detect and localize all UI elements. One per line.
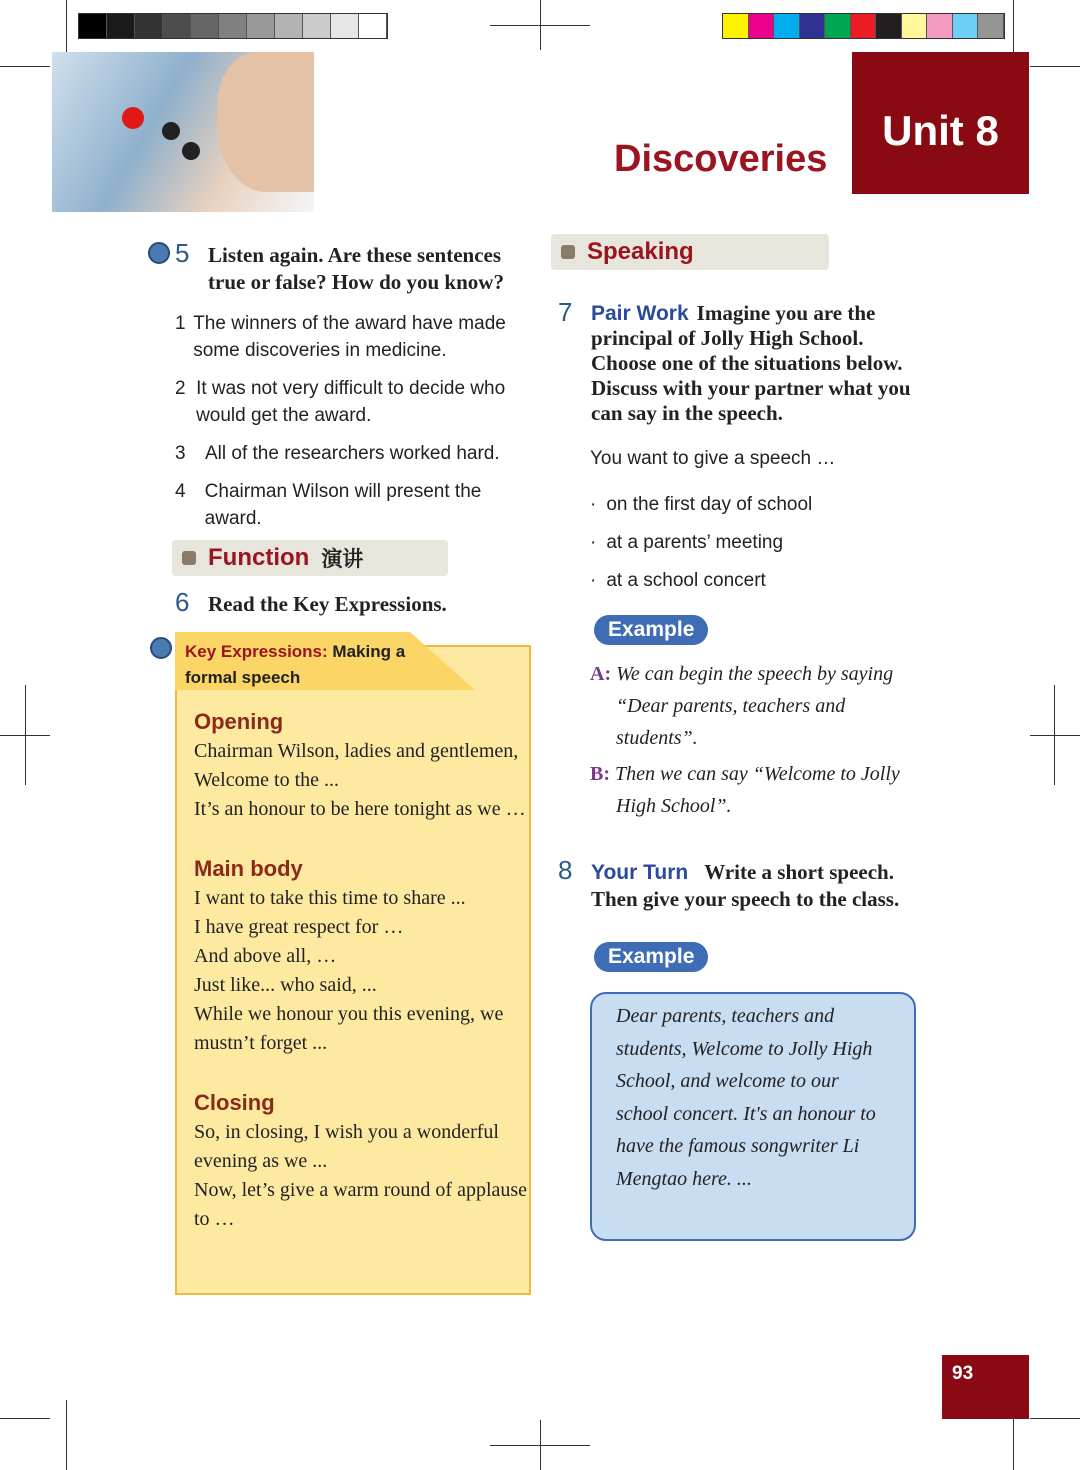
registration-mark [490, 25, 590, 26]
gray-swatch [275, 14, 303, 38]
exercise-instruction: Imagine you are the principal of Jolly High School. Choose one of the situations below. Discuss with your partner what you can say in the speech. [591, 301, 911, 425]
crop-mark [0, 66, 50, 67]
speaker-b-text: Then we can say “Welcome to Jolly High School”. [615, 763, 900, 817]
gray-swatch [247, 14, 275, 38]
example-badge: Example [594, 942, 708, 972]
crop-mark [66, 1400, 67, 1470]
molecule-atom [162, 122, 180, 140]
key-section [194, 707, 529, 824]
section-heading: Opening [194, 709, 284, 734]
statement-text: All of the researchers worked hard. [205, 443, 500, 464]
gray-swatch [135, 14, 163, 38]
expression-line: So, in closing, I wish you a wonderful evening as we ... [194, 1121, 499, 1172]
color-swatch [851, 14, 877, 38]
expression-line: Now, let’s give a warm round of applause to … [194, 1179, 528, 1230]
color-swatch [953, 14, 979, 38]
audio-cd-icon[interactable] [150, 637, 172, 659]
expression-line: I have great respect for … [194, 916, 404, 938]
situation-item [590, 486, 812, 524]
gray-swatch [191, 14, 219, 38]
exercise-number: 7 [558, 297, 573, 327]
function-band [172, 540, 448, 576]
expression-line: And above all, … [194, 945, 337, 967]
grayscale-bar [78, 13, 388, 39]
statement-item [175, 440, 540, 467]
speaker-a-label: A: [590, 663, 612, 685]
registration-mark [490, 1445, 590, 1446]
section-label: Speaking [587, 238, 694, 265]
section-label-cn: 演讲 [321, 546, 364, 571]
expression-line: I want to take this time to share ... [194, 887, 466, 909]
gray-swatch [79, 14, 107, 38]
registration-mark [1030, 735, 1080, 736]
speaker-b-label: B: [590, 763, 610, 785]
bullet-icon: · [590, 532, 597, 553]
example-badge: Example [594, 615, 708, 645]
play-icon [182, 551, 196, 565]
exercise-instruction: Read the Key Expressions. [208, 592, 447, 616]
gray-swatch [331, 14, 359, 38]
gray-swatch [303, 14, 331, 38]
statement-text: It was not very difficult to decide who would get the award. [196, 378, 506, 426]
color-swatch [723, 14, 749, 38]
unit-label: Unit 8 [882, 107, 999, 154]
speaking-band [551, 234, 829, 270]
unit-badge [852, 52, 1029, 194]
expression-line: While we honour you this evening, we mustn’t forget ... [194, 1003, 504, 1054]
situation-lead: You want to give a speech … [590, 448, 836, 469]
statement-text: The winners of the award have made some discoveries in medicine. [193, 313, 506, 361]
exercise-number: 5 [175, 238, 190, 268]
color-swatch [876, 14, 902, 38]
statement-number: 2 [175, 378, 186, 399]
expression-line: Chairman Wilson, ladies and gentlemen, [194, 740, 519, 762]
statement-number: 1 [175, 313, 186, 334]
color-swatch [749, 14, 775, 38]
section-heading: Closing [194, 1090, 275, 1115]
exercise-instruction: Write a short speech. Then give your speech to the class. [591, 860, 900, 911]
molecule-atom [122, 107, 144, 129]
statement-item [175, 375, 540, 429]
example-speech: Dear parents, teachers and students, Welcome to Jolly High School, and welcome to our school concert. It's an honour to have the famous songwriter Li Mengtao here. ... [616, 1005, 876, 1190]
key-title: Key Expressions: [185, 642, 328, 661]
bullet-icon: · [590, 494, 597, 515]
key-section [194, 1088, 529, 1234]
color-swatch [800, 14, 826, 38]
expression-line: Welcome to the ... [194, 769, 340, 791]
expression-line: It’s an honour to be here tonight as we … [194, 798, 526, 820]
expression-line: Just like... who said, ... [194, 974, 377, 996]
situation-text: at a parents’ meeting [606, 532, 784, 553]
key-expressions-box [175, 642, 531, 1295]
crop-mark [0, 1418, 50, 1419]
audio-cd-icon[interactable] [148, 242, 170, 264]
your-turn-tag: Your Turn [591, 861, 689, 884]
statement-item [175, 478, 540, 532]
crop-mark [1030, 66, 1080, 67]
gray-swatch [107, 14, 135, 38]
key-sections [194, 705, 529, 1234]
statement-list [175, 310, 540, 543]
gray-swatch [219, 14, 247, 38]
statement-number: 4 [175, 481, 186, 502]
speaker-a-text: We can begin the speech by saying “Dear parents, teachers and students”. [616, 663, 894, 749]
pair-work-tag: Pair Work [591, 302, 689, 325]
situation-text: on the first day of school [606, 494, 813, 515]
exercise-instruction: Listen again. Are these sentences true or false? How do you know? [208, 243, 504, 294]
color-swatch [774, 14, 800, 38]
play-icon [561, 245, 575, 259]
key-section [194, 854, 529, 1058]
section-heading: Main body [194, 856, 303, 881]
situation-item [590, 562, 812, 600]
statement-item [175, 310, 540, 364]
bullet-icon: · [590, 570, 597, 591]
statement-text: Chairman Wilson will present the award. [204, 481, 482, 529]
scientist-face [217, 52, 314, 192]
molecule-atom [182, 142, 200, 160]
crop-mark [1030, 1418, 1080, 1419]
statement-number: 3 [175, 443, 186, 464]
exercise-number: 8 [558, 855, 573, 885]
registration-mark [0, 735, 50, 736]
color-bar [722, 13, 1005, 39]
situation-text: at a school concert [606, 570, 766, 591]
hero-image [52, 52, 314, 212]
section-label: Function [208, 544, 310, 571]
situation-list [590, 486, 812, 600]
example-speech-box [590, 992, 916, 1241]
color-swatch [902, 14, 928, 38]
page-title: Discoveries [614, 138, 828, 180]
gray-swatch [163, 14, 191, 38]
color-swatch [927, 14, 953, 38]
key-subtitle: Making a formal speech [185, 642, 406, 687]
gray-swatch [359, 14, 387, 38]
situation-item [590, 524, 812, 562]
color-swatch [978, 14, 1004, 38]
page-number: 93 [942, 1355, 1029, 1419]
color-swatch [825, 14, 851, 38]
exercise-number: 6 [175, 587, 190, 617]
